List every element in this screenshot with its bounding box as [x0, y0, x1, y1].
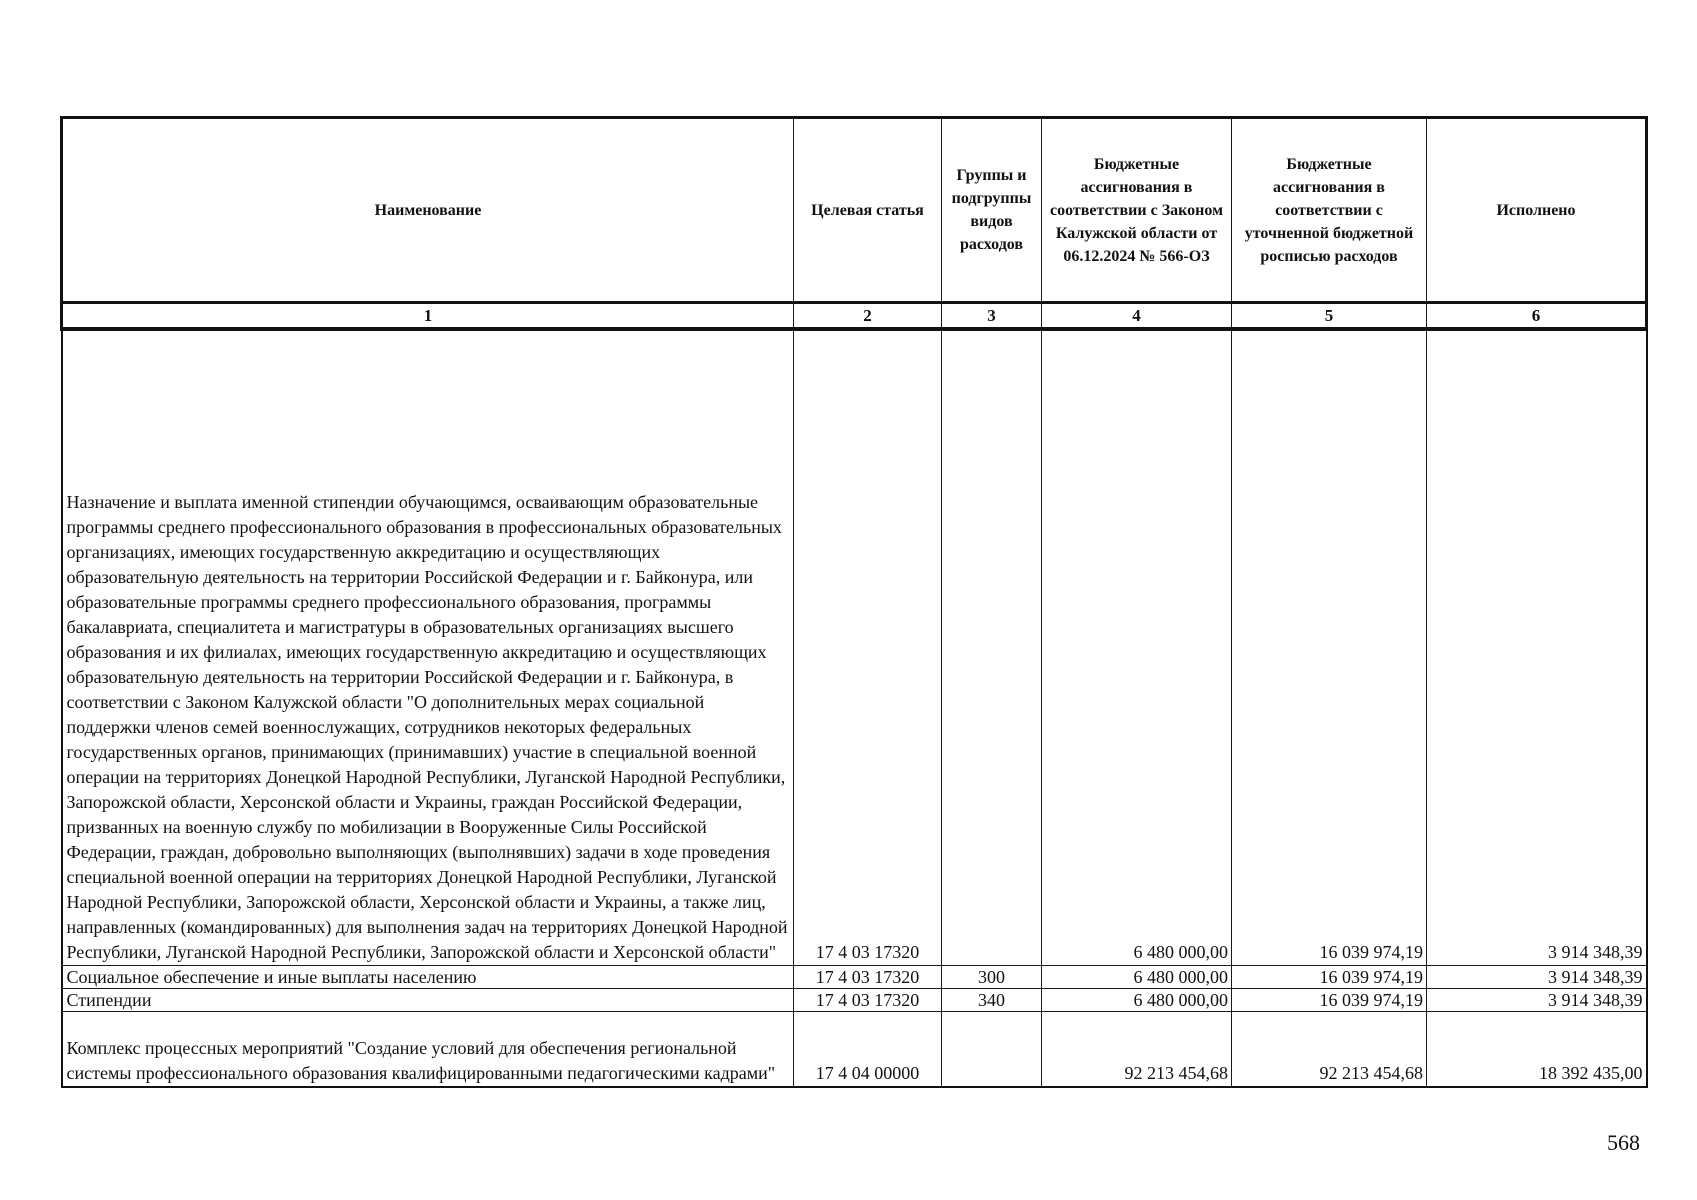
column-number: 2 [794, 303, 942, 330]
row-expense-group: 340 [942, 989, 1042, 1012]
row-law-allocation: 6 480 000,00 [1042, 966, 1232, 989]
row-refined-allocation: 16 039 974,19 [1232, 329, 1427, 966]
row-name: Назначение и выплата именной стипендии обучающимся, осваивающим образовательные программы среднего профессионального образования в профессиональных образовательных организациях, имеющих государственную аккредитацию и осуществляющих образовательную деятельность на территории Российской Федерации и г. Байконура, или образовательные программы среднего профессионального образования, программы бакалавриата, специалитета и магистратуры в образовательных организациях высшего образования и их филиалах, имеющих государственную аккредитацию и осуществляющих образовательную деятельность на территории Российской Федерации и г. Байконура, в соответствии с Законом Калужской области "О дополнительных мерах социальной поддержки членов семей военнослужащих, сотрудников некоторых федеральных государственных органов, принимающих (принимавших) участие в специальной военной операции на территориях Донецкой Народной Республики, Луганской Народной Республики, Запорожской области, Херсонской области и Украины, граждан Российской Федерации, призванных на военную службу по мобилизации в Вооруженные Силы Российской Федерации, граждан, добровольно выполняющих (выполнявших) задачи в ходе проведения специальной военной операции на территориях Донецкой Народной Республики, Луганской Народной Республики, Запорожской области, Херсонской области и Украины, а также лиц, направленных (командированных) для выполнения задач на территориях Донецкой Народной Республики, Луганской Народной Республики, Запорожской области и Херсонской области" [62, 329, 794, 966]
column-number-row [62, 303, 1647, 330]
row-expense-group [942, 329, 1042, 966]
row-name: Социальное обеспечение и иные выплаты населению [62, 966, 794, 989]
table-header-row [62, 118, 1647, 303]
row-target-article: 17 4 03 17320 [794, 966, 942, 989]
table-row [62, 1012, 1647, 1088]
row-executed: 3 914 348,39 [1427, 329, 1647, 966]
row-target-article: 17 4 03 17320 [794, 989, 942, 1012]
row-target-article: 17 4 03 17320 [794, 329, 942, 966]
row-law-allocation: 92 213 454,68 [1042, 1012, 1232, 1088]
row-target-article: 17 4 04 00000 [794, 1012, 942, 1088]
row-law-allocation: 6 480 000,00 [1042, 329, 1232, 966]
table-row [62, 989, 1647, 1012]
header-executed: Исполнено [1427, 118, 1647, 303]
column-number: 1 [62, 303, 794, 330]
budget-table [60, 116, 1648, 1088]
header-target-article: Целевая статья [794, 118, 942, 303]
column-number: 4 [1042, 303, 1232, 330]
row-refined-allocation: 92 213 454,68 [1232, 1012, 1427, 1088]
header-expense-groups: Группы и подгруппы видов расходов [942, 118, 1042, 303]
header-name: Наименование [62, 118, 794, 303]
row-executed: 3 914 348,39 [1427, 966, 1647, 989]
header-law-allocations: Бюджетные ассигнования в соответствии с Законом Калужской области от 06.12.2024 № 566-ОЗ [1042, 118, 1232, 303]
table-row [62, 966, 1647, 989]
column-number: 5 [1232, 303, 1427, 330]
row-expense-group [942, 1012, 1042, 1088]
row-expense-group: 300 [942, 966, 1042, 989]
row-executed: 3 914 348,39 [1427, 989, 1647, 1012]
page-number: 568 [1607, 1130, 1640, 1155]
column-number: 6 [1427, 303, 1647, 330]
row-law-allocation: 6 480 000,00 [1042, 989, 1232, 1012]
row-name: Комплекс процессных мероприятий "Создание условий для обеспечения региональной системы профессионального образования квалифицированными педагогическими кадрами" [62, 1012, 794, 1088]
row-executed: 18 392 435,00 [1427, 1012, 1647, 1088]
row-name: Стипендии [62, 989, 794, 1012]
table-row [62, 329, 1647, 966]
row-refined-allocation: 16 039 974,19 [1232, 989, 1427, 1012]
header-refined-allocations: Бюджетные ассигнования в соответствии с уточненной бюджетной росписью расходов [1232, 118, 1427, 303]
row-refined-allocation: 16 039 974,19 [1232, 966, 1427, 989]
column-number: 3 [942, 303, 1042, 330]
